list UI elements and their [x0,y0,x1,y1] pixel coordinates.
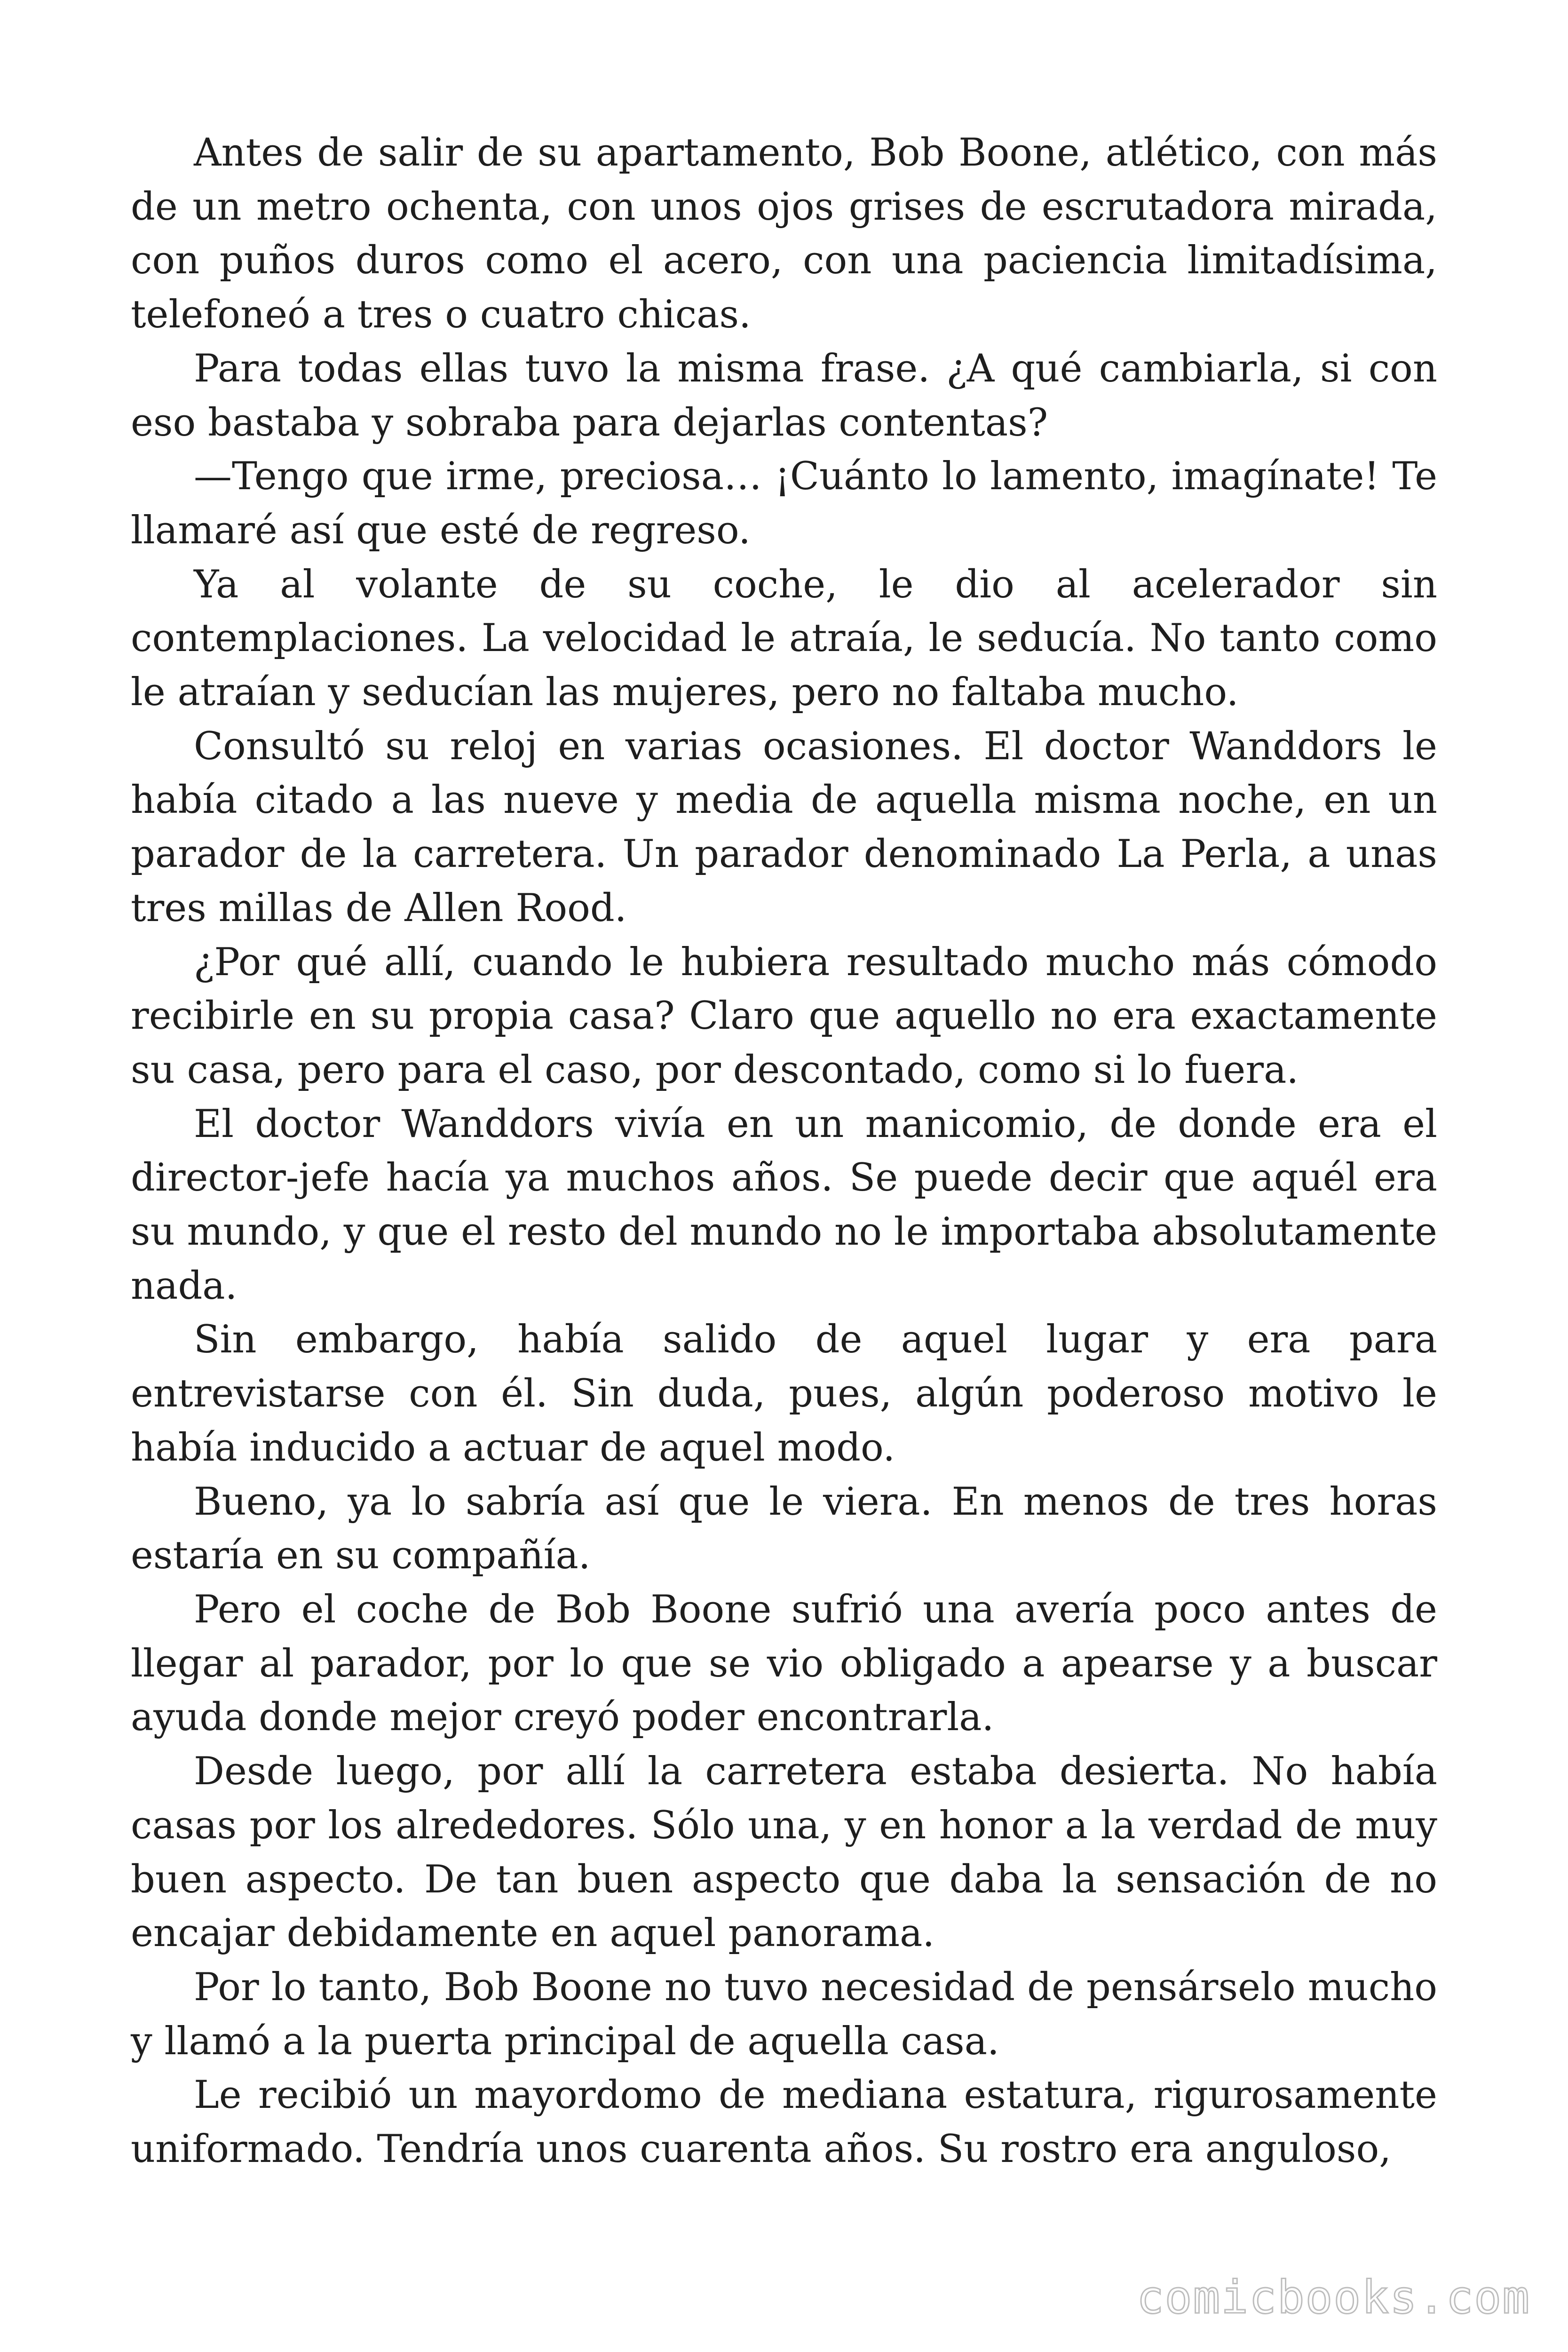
paragraph-4: Ya al volante de su coche, le dio al acelerador sin contemplaciones. La velocidad le atraía, le seducía. No tanto como le atraían y seducían las mujeres, pero no faltaba mucho. [131,562,1437,715]
page-body [131,126,1437,2177]
paragraph-1: Antes de salir de su apartamento, Bob Boone, atlético, con más de un metro ochenta, con unos ojos grises de escrutadora mirada, con puños duros como el acero, con una paciencia limitadísima, telefoneó a tres o cuatro chicas. [131,131,1437,337]
paragraph-8: Sin embargo, había salido de aquel lugar y era para entrevistarse con él. Sin duda, pues, algún poderoso motivo le había inducido a actuar de aquel modo. [131,1318,1437,1470]
paragraph-7: El doctor Wanddors vivía en un manicomio, de donde era el director-jefe hacía ya muchos años. Se puede decir que aquél era su mundo, y que el resto del mundo no le importaba absolutamente nada. [131,1102,1437,1308]
paragraph-3: —Tengo que irme, preciosa… ¡Cuánto lo lamento, imagínate! Te llamaré así que esté de regreso. [131,454,1437,553]
watermark: comicbooks.com [1136,2271,1530,2324]
paragraph-9: Bueno, ya lo sabría así que le viera. En menos de tres horas estaría en su compañía. [131,1479,1437,1578]
paragraph-11: Desde luego, por allí la carretera estaba desierta. No había casas por los alrededores. Sólo una, y en honor a la verdad de muy buen aspecto. De tan buen aspecto que daba la sensación de no encajar debidamente en aquel panorama. [131,1749,1437,1956]
paragraph-5: Consultó su reloj en varias ocasiones. El doctor Wanddors le había citado a las nueve y media de aquella misma noche, en un parador de la carretera. Un parador denominado La Perla, a unas tres millas de Allen Rood. [131,724,1437,930]
paragraph-13: Le recibió un mayordomo de mediana estatura, rigurosamente uniformado. Tendría unos cuarenta años. Su rostro era anguloso, [131,2073,1437,2172]
paragraph-6: ¿Por qué allí, cuando le hubiera resultado mucho más cómodo recibirle en su propia casa? Claro que aquello no era exactamente su casa, pero para el caso, por descontado, como si lo fuera. [131,940,1437,1092]
paragraph-12: Por lo tanto, Bob Boone no tuvo necesidad de pensárselo mucho y llamó a la puerta principal de aquella casa. [131,1965,1437,2064]
paragraph-10: Pero el coche de Bob Boone sufrió una avería poco antes de llegar al parador, por lo que se vio obligado a apearse y a buscar ayuda donde mejor creyó poder encontrarla. [131,1587,1437,1740]
paragraph-2: Para todas ellas tuvo la misma frase. ¿A qué cambiarla, si con eso bastaba y sobraba para dejarlas contentas? [131,346,1437,445]
